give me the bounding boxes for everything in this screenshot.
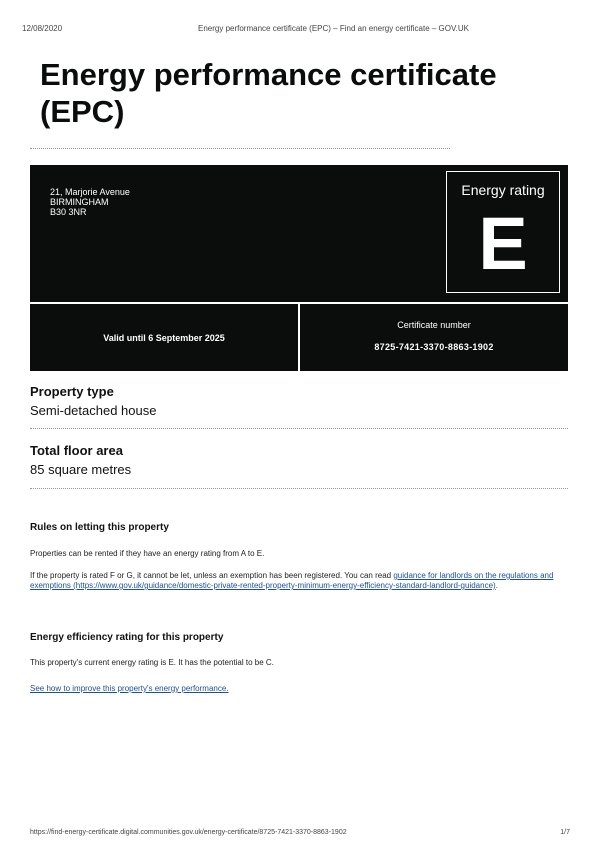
divider: [30, 148, 450, 149]
certificate-summary-box: [30, 165, 568, 371]
paragraph-text: .: [495, 581, 498, 590]
page-title-line2: (EPC): [40, 94, 125, 129]
box-divider-vertical: [298, 302, 300, 371]
energy-rating-letter: E: [478, 202, 528, 285]
print-date: 12/08/2020: [22, 24, 63, 33]
address-line: B30 3NR: [50, 207, 87, 217]
efficiency-rating-paragraph: This property's current energy rating is E. It has the potential to be C.: [30, 658, 274, 667]
print-url: https://find-energy-certificate.digital.communities.gov.uk/energy-certificate/8725-7421-3370-8863-1902: [30, 829, 347, 836]
floor-area-value: 85 square metres: [30, 462, 132, 477]
property-type-value: Semi-detached house: [30, 403, 157, 418]
certificate-number-label: Certificate number: [397, 320, 471, 330]
energy-rating-box: [446, 171, 560, 293]
paragraph-text: If the property is rated F or G, it cannot be let, unless an exemption has been registered. You can read: [30, 571, 394, 580]
letting-rules-heading: Rules on letting this property: [30, 522, 169, 533]
certificate-number: 8725-7421-3370-8863-1902: [374, 342, 494, 352]
property-type-heading: Property type: [30, 384, 114, 399]
letting-rules-paragraph: Properties can be rented if they have an energy rating from A to E.: [30, 549, 265, 558]
energy-rating-label: Energy rating: [461, 182, 545, 198]
efficiency-rating-heading: Energy efficiency rating for this property: [30, 632, 224, 643]
page-title: [40, 56, 560, 130]
valid-until: Valid until 6 September 2025: [103, 333, 225, 343]
divider: [30, 428, 568, 429]
page-title-line1: Energy performance certificate: [40, 57, 497, 92]
improve-performance-link[interactable]: See how to improve this property's energy performance.: [30, 684, 229, 693]
address-line: 21, Marjorie Avenue: [50, 187, 130, 197]
print-page-number: 1/7: [560, 829, 570, 836]
improve-performance-paragraph: [30, 684, 570, 694]
landlord-guidance-link[interactable]: guidance for landlords on the regulations and exemptions (https://www.gov.uk/guidance/domestic-private-rented-property-minimum-energy-efficiency-standard-landlord-guidance): [30, 571, 554, 590]
print-page-title: Energy performance certificate (EPC) – Find an energy certificate – GOV.UK: [198, 24, 469, 33]
divider: [30, 488, 568, 489]
address-line: BIRMINGHAM: [50, 197, 109, 207]
letting-rules-paragraph: [30, 571, 570, 591]
floor-area-heading: Total floor area: [30, 443, 123, 458]
property-address: [50, 187, 130, 217]
